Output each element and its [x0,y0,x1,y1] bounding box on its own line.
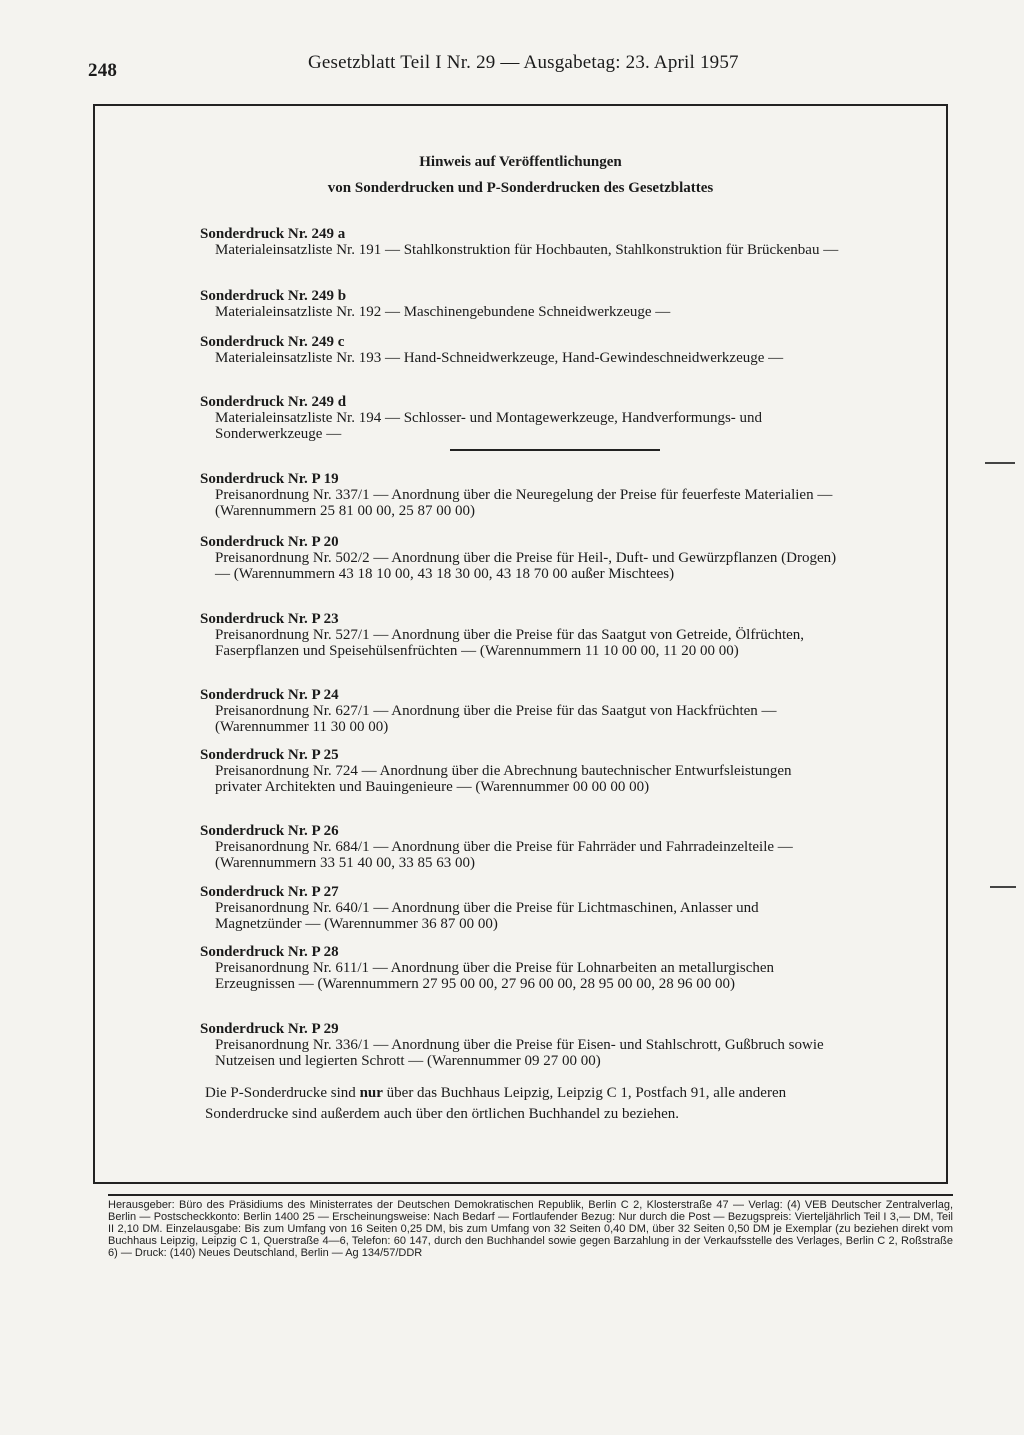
entry-sonderdruck-p24 [200,687,840,735]
entry-sonderdruck-249a [200,226,840,258]
entry-title: Sonderdruck Nr. 249 c [200,334,345,350]
entry-sonderdruck-249d [200,394,840,442]
entry-title: Sonderdruck Nr. P 28 [200,944,339,960]
entry-title: Sonderdruck Nr. P 27 [200,884,339,900]
entry-text: Preisanordnung Nr. 627/1 — Anordnung über die Preise für das Saatgut von Hackfrüchten — (Warennummer 11 30 00 00) [215,703,777,735]
entry-sonderdruck-p29 [200,1021,840,1069]
entry-text: Materialeinsatzliste Nr. 191 — Stahlkonstruktion für Hochbauten, Stahlkonstruktion für Brückenbau — [215,242,839,258]
notice-subtitle: von Sonderdrucken und P-Sonderdrucken des Gesetzblattes [327,180,714,196]
entry-sonderdruck-249c [200,334,840,366]
scan-margin-mark [990,886,1016,888]
entry-text: Materialeinsatzliste Nr. 194 — Schlosser- und Montagewerkzeuge, Handverformungs- und Sonderwerkzeuge — [215,410,763,442]
entry-text: Preisanordnung Nr. 611/1 — Anordnung über die Preise für Lohnarbeiten an metallurgischen Erzeugnissen — (Warennummern 27 95 00 00, 27 96 00 00, 28 95 00 00, 28 96 00 00) [215,960,775,992]
page-number: 248 [88,60,118,81]
closing-emphasis: nur [359,1085,383,1101]
entry-title: Sonderdruck Nr. 249 d [200,394,347,410]
gazette-title: Gesetzblatt Teil I Nr. 29 — Ausgabetag: 23. April 1957 [308,52,739,73]
entry-text: Materialeinsatzliste Nr. 193 — Hand-Schneidwerkzeuge, Hand-Gewindeschneidwerkzeuge — [215,350,784,366]
entry-title: Sonderdruck Nr. 249 b [200,288,347,304]
imprint-footer: Herausgeber: Büro des Präsidiums des Ministerrates der Deutschen Demokratischen Republik, Berlin C 2, Klosterstraße 47 — Verlag: (4) VEB Deutscher Zentralverlag, Berlin — Postscheckkonto: Berlin 1400 25 — Erscheinungsweise: Nach Bedarf — Fortlaufender Bezug: Nur durch die Post — Bezugspreis: Vierteljährlich Teil I 3,— DM, Teil II 2,10 DM. Einzelausgabe: Bis zum Umfang von 16 Seiten 0,25 DM, bis zum Umfang von 32 Seiten 0,40 DM, über 32 Seiten 0,50 DM je Exemplar (zu beziehen direkt vom Buchhaus Leipzig, Leipzig C 1, Querstraße 4—6, Telefon: 60 147, durch den Buchhandel sowie gegen Barzahlung in der Verkaufsstelle des Verlages, Berlin C 2, Roßstraße 6) — Druck: (140) Neues Deutschland, Berlin — Ag 134/57/DDR [108,1199,953,1259]
closing-after: über das Buchhaus Leipzig, Leipzig C 1, Postfach 91, alle anderen Sonderdrucke sind außerdem auch über den örtlichen Buchhandel zu beziehen. [205,1085,787,1122]
entry-sonderdruck-p20 [200,534,840,582]
closing-paragraph [205,1083,845,1125]
entry-title: Sonderdruck Nr. P 25 [200,747,339,763]
entry-text: Preisanordnung Nr. 640/1 — Anordnung über die Preise für Lichtmaschinen, Anlasser und Magnetzünder — (Warennummer 36 87 00 00) [215,900,759,932]
footer-divider [108,1194,953,1196]
entry-text: Preisanordnung Nr. 336/1 — Anordnung über die Preise für Eisen- und Stahlschrott, Gußbruch sowie Nutzeisen und legierten Schrott — (Warennummer 09 27 00 00) [215,1037,824,1069]
entry-title: Sonderdruck Nr. P 29 [200,1021,339,1037]
entry-title: Sonderdruck Nr. P 26 [200,823,339,839]
entry-sonderdruck-249b [200,288,840,320]
entry-sonderdruck-p25 [200,747,840,795]
entry-title: Sonderdruck Nr. P 19 [200,471,339,487]
entry-sonderdruck-p23 [200,611,840,659]
page-header [88,52,948,80]
entry-text: Preisanordnung Nr. 337/1 — Anordnung über die Neuregelung der Preise für feuerfeste Materialien — (Warennummern 25 81 00 00, 25 87 00 00) [215,487,833,519]
entry-sonderdruck-p28 [200,944,840,992]
entry-title: Sonderdruck Nr. P 20 [200,534,339,550]
section-divider [450,449,660,451]
entry-title: Sonderdruck Nr. 249 a [200,226,346,242]
notice-title: Hinweis auf Veröffentlichungen [419,154,622,170]
entry-text: Preisanordnung Nr. 502/2 — Anordnung über die Preise für Heil-, Duft- und Gewürzpflanzen (Drogen) — (Warennummern 43 18 10 00, 43 18 30 00, 43 18 70 00 außer Mischtees) [215,550,837,582]
entry-text: Preisanordnung Nr. 684/1 — Anordnung über die Preise für Fahrräder und Fahrradeinzelteile — (Warennummern 33 51 40 00, 33 85 63 00) [215,839,793,871]
entry-text: Preisanordnung Nr. 527/1 — Anordnung über die Preise für das Saatgut von Getreide, Ölfrüchten, Faserpflanzen und Speisehülsenfrüchten — (Warennummern 11 10 00 00, 11 20 00 00) [215,627,805,659]
entry-title: Sonderdruck Nr. P 24 [200,687,339,703]
entry-text: Preisanordnung Nr. 724 — Anordnung über die Abrechnung bautechnischer Entwurfsleistungen privater Architekten und Bauingenieure — (Warennummer 00 00 00 00) [215,763,792,795]
scan-margin-mark [985,462,1015,464]
entry-title: Sonderdruck Nr. P 23 [200,611,339,627]
entry-sonderdruck-p19 [200,471,840,519]
entry-text: Materialeinsatzliste Nr. 192 — Maschinengebundene Schneidwerkzeuge — [215,304,671,320]
entry-sonderdruck-p27 [200,884,840,932]
closing-before: Die P-Sonderdrucke sind [205,1085,356,1101]
notice-frame [93,104,948,1184]
entry-sonderdruck-p26 [200,823,840,871]
